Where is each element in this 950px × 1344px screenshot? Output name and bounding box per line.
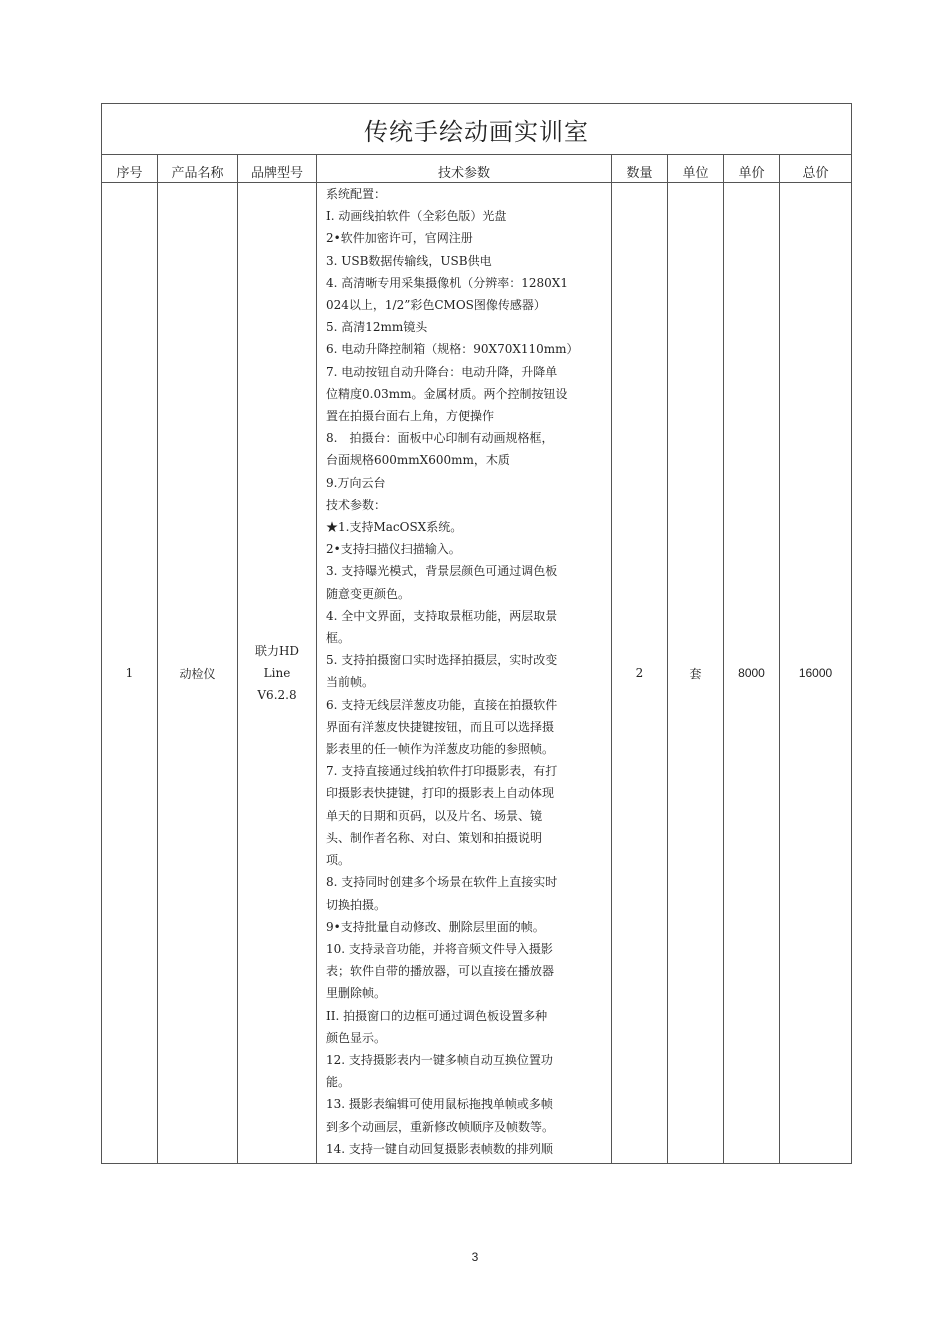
col-header-unit-price: 单价 [724,155,780,183]
tech-param-line: 14. 支持一键自动回复摄影表帧数的排列顺 [326,1141,553,1156]
tech-param-line: 台面规格600mmX600mm，木质 [326,453,510,468]
tech-param-line: 024以上，1/2”彩色CMOS图像传感器） [326,298,546,313]
tech-param-line: 能。 [326,1075,351,1090]
tech-param-line: 3. USB数据传输线，USB供电 [326,253,492,268]
col-header-product: 产品名称 [158,155,238,183]
page-number: 3 [471,1250,479,1264]
tech-param-line: 到多个动画层，重新修改帧顺序及帧数等。 [326,1119,555,1134]
col-header-unit: 单位 [668,155,724,183]
tech-params-list [326,183,605,1163]
cell-tech-params [317,183,612,1164]
tech-param-line: 9.万向云台 [326,475,386,490]
tech-param-line: 2•软件加密许可，官网注册 [326,231,473,246]
tech-param-line: 8. 支持同时创建多个场景在软件上直接实时 [326,875,558,890]
tech-param-line: 随意变更颜色。 [326,586,411,601]
cell-index: 1 [102,183,158,1164]
tech-param-line: 项。 [326,853,351,868]
tech-param-line: 5. 高清12mm镜头 [326,320,428,335]
cell-total-price: 16000 [780,183,852,1164]
spec-table [101,103,852,1164]
tech-param-line: 2•支持扫描仪扫描输入。 [326,542,461,557]
tech-param-line: 6. 支持无线层洋葱皮功能，直接在拍摄软件 [326,697,558,712]
cell-brand [238,183,317,1164]
brand-line: 联力HD [254,644,300,658]
tech-param-line: I. 动画线拍软件（全彩色版）光盘 [326,209,507,224]
tech-param-line: 影表里的任一帧作为洋葱皮功能的参照帧。 [326,742,555,757]
tech-param-line: 6. 电动升降控制箱（规格：90X70X110mm） [326,342,579,357]
header-row [102,155,852,183]
tech-param-line: 位精度0.03mm。金属材质。两个控制按钮设 [326,386,568,401]
tech-param-line: 5. 支持拍摄窗口实时选择拍摄层，实时改变 [326,653,558,668]
tech-param-line: ★1.支持MacOSX系统。 [326,520,463,535]
tech-param-line: 10. 支持录音功能，并将音频文件导入摄影 [326,941,553,956]
tech-param-line: 头、制作者名称、对白、策划和拍摄说明 [326,830,543,845]
tech-param-line: 7. 支持直接通过线拍软件打印摄影表，有打 [326,764,558,779]
tech-param-line: 12. 支持摄影表内一键多帧自动互换位置功 [326,1052,553,1067]
tech-param-line: 9•支持批量自动修改、删除层里面的帧。 [326,919,545,934]
tech-param-line: 8. 拍摄台：面板中心印制有动画规格框， [326,431,554,446]
cell-quantity: 2 [612,183,668,1164]
cell-unit: 套 [668,183,724,1164]
tech-param-line: 切换拍摄。 [326,897,387,912]
tech-param-line: 4. 全中文界面，支持取景框功能，两层取景 [326,608,558,623]
table-row [102,183,852,1164]
tech-param-line: 系统配置： [326,187,387,201]
cell-unit-price: 8000 [724,183,780,1164]
tech-param-line: 技术参数： [326,497,387,512]
col-header-tech: 技术参数 [317,155,612,183]
cell-product: 动检仪 [158,183,238,1164]
col-header-brand: 品牌型号 [238,155,317,183]
col-header-index: 序号 [102,155,158,183]
title-row [102,104,852,155]
tech-param-line: 表；软件自带的播放器，可以直接在播放器 [326,964,555,979]
tech-param-line: 3. 支持曝光模式，背景层颜色可通过调色板 [326,564,558,579]
tech-param-line: 印摄影表快捷键，打印的摄影表上自动体现 [326,786,555,801]
tech-param-line: 7. 电动按钮自动升降台：电动升降，升降单 [326,364,558,379]
tech-param-line: 13. 摄影表编辑可使用鼠标拖拽单帧或多帧 [326,1097,553,1112]
tech-param-line: 4. 高清晰专用采集摄像机（分辨率：1280X1 [326,275,568,290]
brand-line: V6.2.8 [257,688,297,702]
col-header-quantity: 数量 [612,155,668,183]
brand-line: Line [263,666,291,680]
col-header-total-price: 总价 [780,155,852,183]
tech-param-line: 框。 [326,631,351,646]
tech-param-line: II. 拍摄窗口的边框可通过调色板设置多种 [326,1008,548,1023]
tech-param-line: 单天的日期和页码，以及片名、场景、镜 [326,808,543,823]
document-title: 传统手绘动画实训室 [102,104,852,155]
tech-param-line: 里删除帧。 [326,986,387,1001]
tech-param-line: 界面有洋葱皮快捷键按钮，而且可以选择摄 [326,719,555,734]
tech-param-line: 颜色显示。 [326,1030,387,1045]
tech-param-line: 当前帧。 [326,675,375,690]
tech-param-line: 置在拍摄台面右上角，方便操作 [326,409,495,424]
